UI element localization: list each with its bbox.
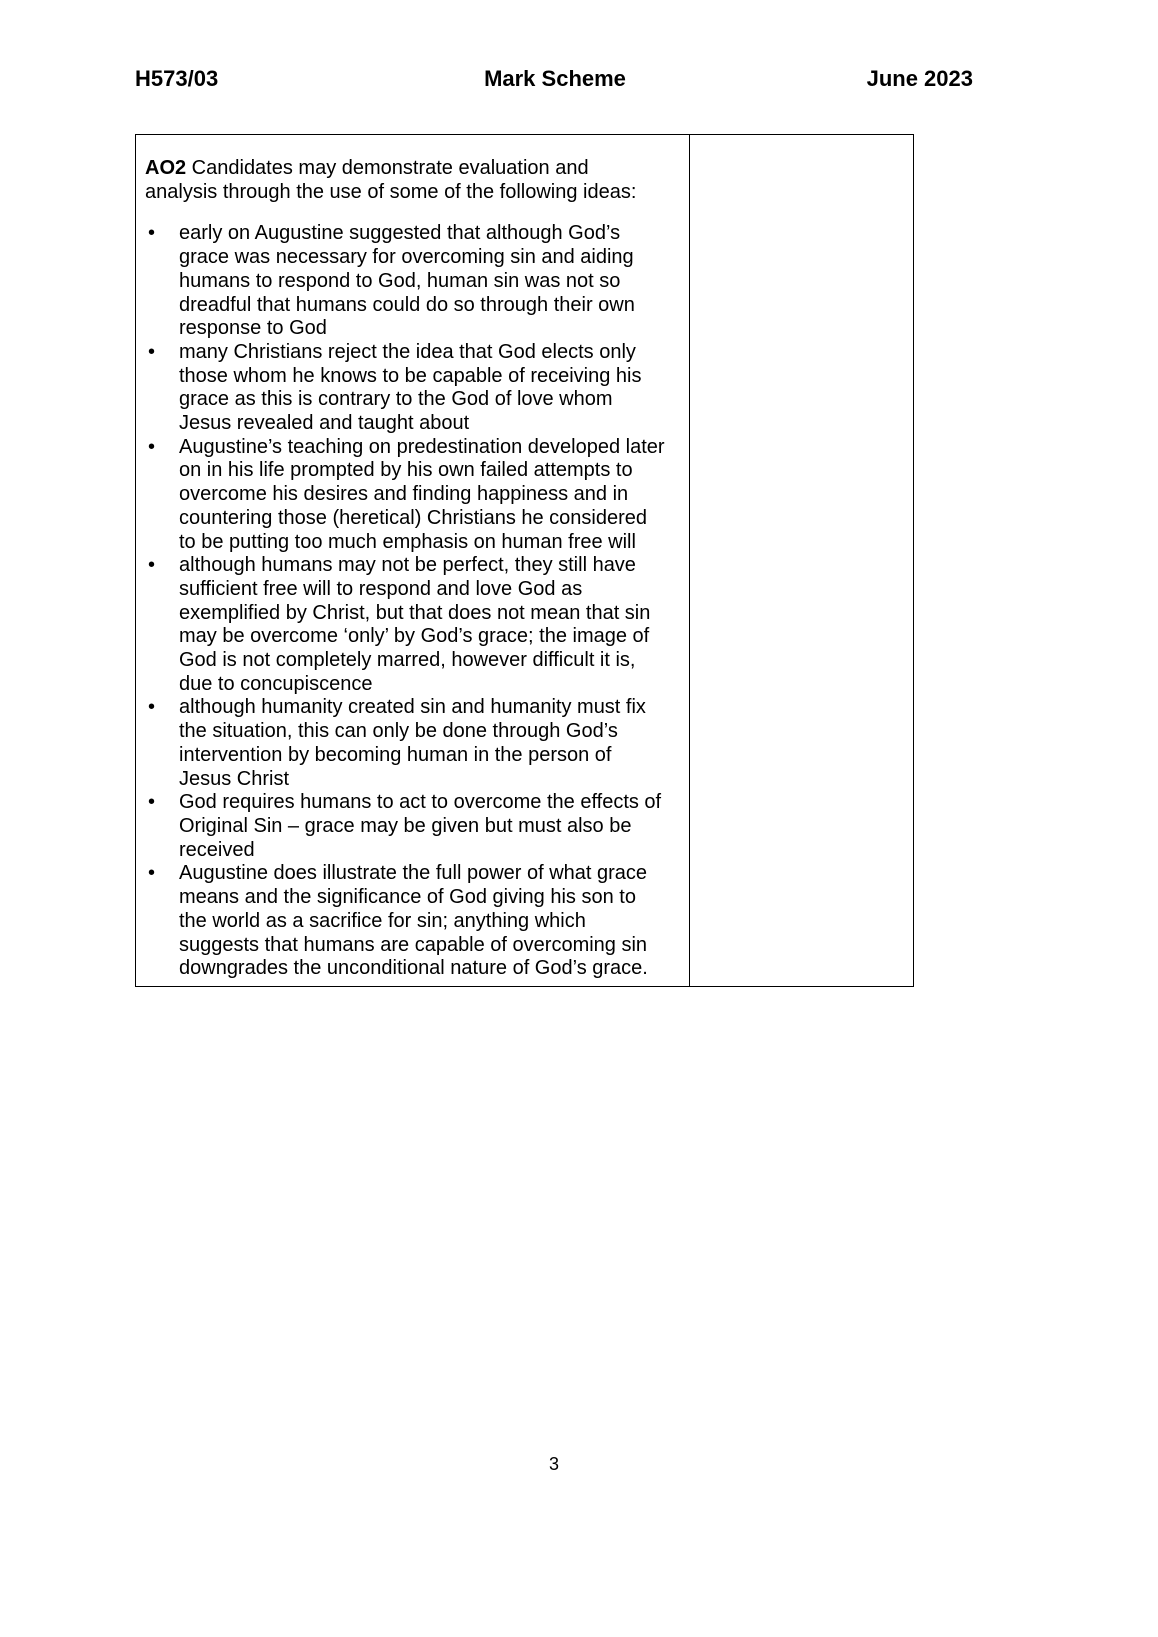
list-item-text: Augustine does illustrate the full power of what grace means and the significance of God giving his son to the world as a sacrifice for sin; anything which suggests that humans are capable of overcoming sin downgrades the unconditional nature of God’s grace.: [179, 862, 648, 980]
bullet-icon: •: [148, 862, 156, 885]
document-date: June 2023: [866, 66, 973, 91]
document-title: Mark Scheme: [484, 66, 626, 91]
paper-code: H573/03: [135, 66, 219, 91]
column-divider: [689, 135, 690, 986]
list-item: [145, 696, 685, 791]
list-item: [145, 341, 685, 436]
mark-scheme-table: [135, 134, 914, 987]
list-item-text: early on Augustine suggested that although God’s grace was necessary for overcoming sin and aiding humans to respond to God, human sin was not so dreadful that humans could do so through their own response to God: [179, 222, 635, 340]
ideas-list: [145, 222, 685, 981]
list-item: [145, 554, 685, 696]
bullet-icon: •: [148, 791, 156, 814]
ao2-label: AO2: [145, 157, 187, 179]
ao2-intro: [145, 157, 685, 204]
list-item: [145, 791, 685, 862]
list-item: [145, 222, 685, 341]
list-item-text: although humanity created sin and humanity must fix the situation, this can only be done through God’s intervention by becoming human in the person of Jesus Christ: [179, 696, 646, 790]
list-item: [145, 436, 685, 555]
guidance-cell: [145, 157, 685, 981]
bullet-icon: •: [148, 435, 156, 458]
page-number: 3: [548, 1454, 559, 1474]
list-item: [145, 862, 685, 981]
bullet-icon: •: [148, 340, 156, 363]
ao2-intro-text: Candidates may demonstrate evaluation and analysis through the use of some of the following ideas:: [145, 157, 637, 203]
bullet-icon: •: [148, 696, 156, 719]
list-item-text: God requires humans to act to overcome the effects of Original Sin – grace may be given but must also be received: [179, 791, 662, 861]
bullet-icon: •: [148, 554, 156, 577]
list-item-text: many Christians reject the idea that God elects only those whom he knows to be capable of receiving his grace as this is contrary to the God of love whom Jesus revealed and taught about: [179, 340, 642, 435]
list-item-text: although humans may not be perfect, they still have sufficient free will to respond and love God as exemplified by Christ, but that does not mean that sin may be overcome ‘only’ by God’s grace; the image of God is not completely marred, however difficult it is, due to concupiscence: [179, 554, 651, 695]
list-item-text: Augustine’s teaching on predestination developed later on in his life prompted by his own failed attempts to overcome his desires and finding happiness and in countering those (heretical) Christians he considered to be putting too much emphasis on human free will: [179, 435, 665, 553]
bullet-icon: •: [148, 222, 156, 245]
